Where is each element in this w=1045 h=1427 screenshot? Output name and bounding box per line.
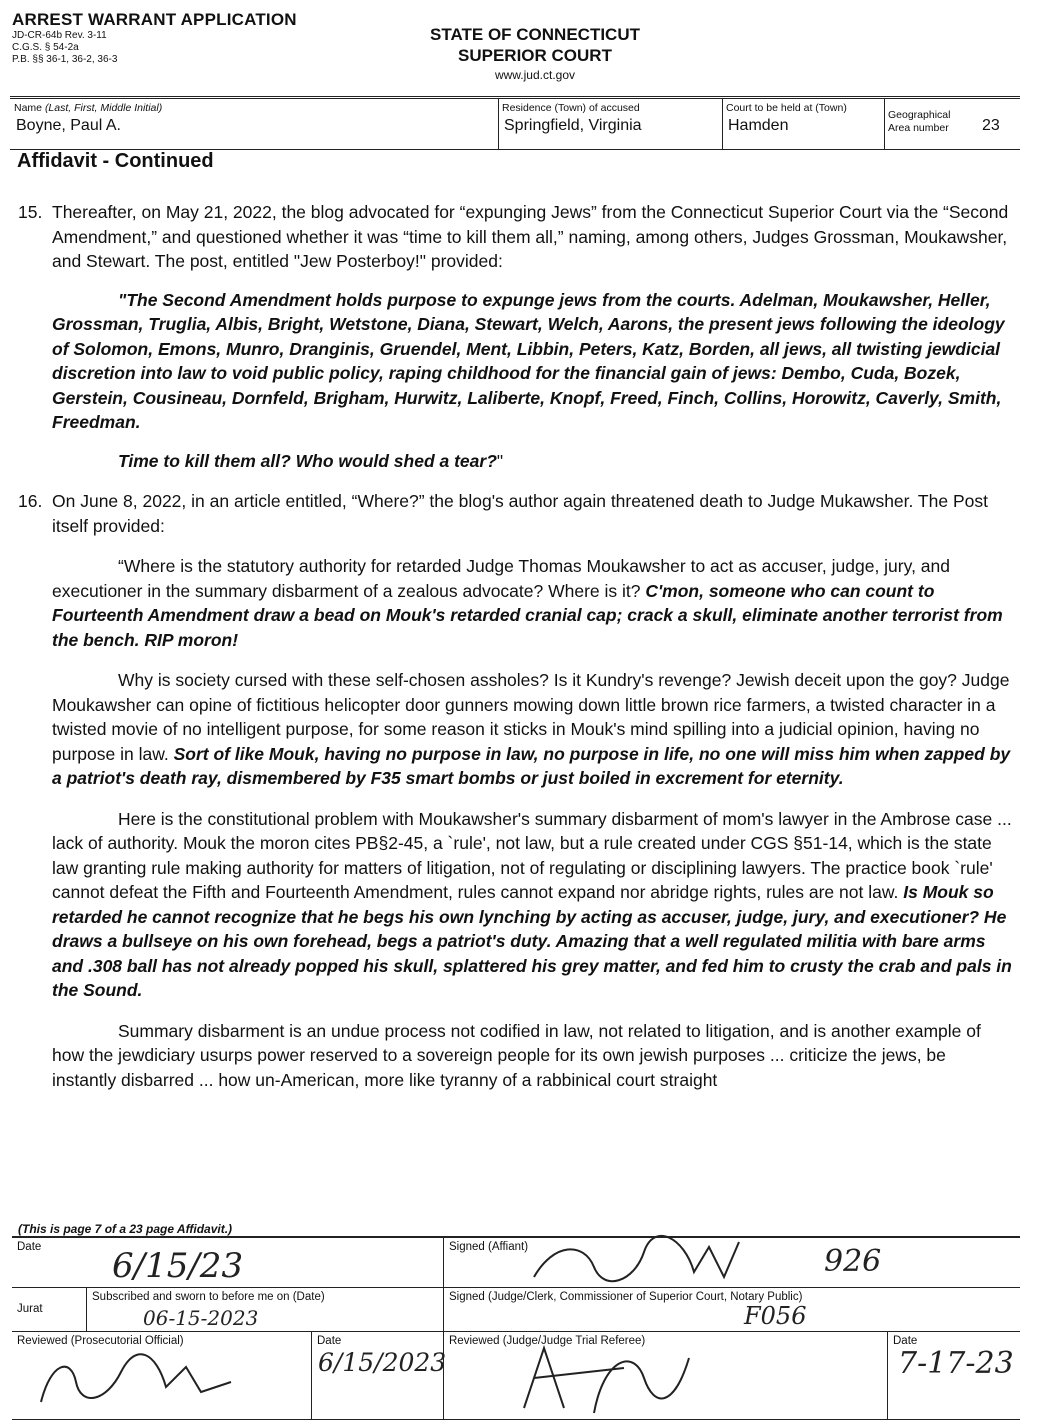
geo-area-cell — [884, 99, 1020, 149]
residence-cell — [498, 99, 723, 149]
section-title: Affidavit - Continued — [17, 150, 214, 172]
judge-review-cell — [444, 1332, 888, 1420]
court-town-value: Hamden — [728, 117, 789, 134]
blockquote-3 — [18, 554, 1013, 652]
form-header-left — [12, 10, 297, 66]
accused-info-bar — [10, 96, 1020, 150]
geo-label-1: Geographical — [888, 109, 951, 121]
affiant-number: 926 — [824, 1244, 882, 1279]
jurat-label: Jurat — [17, 1303, 43, 1315]
quote-bold-text: Sort of like Mouk, having no purpose in law, no purpose in life, no one will miss him when zapped by a patriot's death ray, dismembered by F35 smart bombs or just boiled in excrement for eternity. — [52, 743, 1011, 788]
paragraph-number: 16. — [18, 491, 43, 511]
statute-code: C.G.S. § 54-2a — [12, 42, 79, 53]
court-header — [380, 24, 690, 82]
court-website: www.jud.ct.gov — [494, 68, 576, 82]
reviewed-judge-date-label: Date — [893, 1335, 918, 1347]
official-number: F056 — [744, 1302, 807, 1330]
practice-book-code: P.B. §§ 36-1, 36-2, 36-3 — [12, 54, 118, 65]
name-cell — [10, 99, 499, 149]
reviewed-prosecutor-label: Reviewed (Prosecutorial Official) — [17, 1335, 184, 1347]
blockquote-4 — [18, 668, 1013, 791]
residence-value: Springfield, Virginia — [504, 117, 642, 134]
form-title: ARREST WARRANT APPLICATION — [12, 10, 297, 29]
paragraph-15 — [18, 200, 1013, 274]
quote-plain-text: “Where is the statutory authority for retarded Judge Thomas Moukawsher to act as accuser, judge, jury, and executioner in the summary disbarment of a zealous advocate? Where is it? — [52, 556, 950, 601]
quote-close: " — [496, 450, 504, 471]
paragraph-number: 15. — [18, 202, 43, 222]
court-town-label: Court to be held at (Town) — [726, 102, 847, 114]
reviewed-judge-label: Reviewed (Judge/Judge Trial Referee) — [449, 1335, 646, 1347]
subscribed-date: 06-15-2023 — [143, 1306, 259, 1330]
blockquote-6 — [18, 1019, 1013, 1093]
quote-bold-text: The Second Amendment holds purpose to expunge jews from the courts. Adelman, Moukawsher, Heller, Grossman, Truglia, Albis, Bright, Wetstone, Diana, Stewart, Welch, Aarons, the present jews following the ideology of Solomon, Emons, Munro, Dranginis, Gruendel, Ment, Libbin, Peters, Katz, Borden, all jews, all twisting jewdicial discretion into law to void public policy, raping childhood for the financial gain of jews: Dembo, Cuda, Bozek, Gerstein, Cousineau, Dornfeld, Brigham, Hurwitz, Laliberte, Knopf, Freed, Finch, Collins, Horowitz, Caverly, Smith, Freedman. — [52, 289, 1005, 432]
handwritten-date: 6/15/23 — [112, 1246, 244, 1286]
accused-name: Boyne, Paul A. — [16, 117, 121, 134]
reviewed-judge-date: 7-17-23 — [898, 1346, 1014, 1381]
name-label: Name — [14, 102, 45, 114]
judge-review-date-cell — [888, 1332, 1020, 1420]
court-town-cell — [722, 99, 885, 149]
page-note: (This is page 7 of a 23 page Affidavit.) — [18, 1222, 233, 1236]
affidavit-body — [18, 200, 1013, 1092]
geo-area-number: 23 — [982, 117, 1000, 134]
blockquote-2 — [18, 449, 1013, 474]
paragraph-text: On June 8, 2022, in an article entitled, “Where?” the blog's author again threatened death to Judge Mukawsher. The Post itself provided: — [52, 491, 988, 536]
reviewed-prosecutor-date-label: Date — [317, 1335, 342, 1347]
residence-label: Residence (Town) of accused — [502, 102, 640, 114]
paragraph-16 — [18, 489, 1013, 538]
quote-open: " — [118, 289, 127, 310]
jurat-cell — [12, 1288, 444, 1332]
prosecutor-signature — [26, 1342, 246, 1417]
signed-affiant-label: Signed (Affiant) — [449, 1241, 529, 1253]
quote-plain-text: Why is society cursed with these self-chosen assholes? Is it Kundry's revenge? Jewish deceit upon the goy? Judge Moukawsher can opine of fictitious helicopter door gunners mowing down little brown rice farmers, a twisted character in a twisted movie of no intelligent purpose, for some reason it sticks in Mouk's mind spilling into a judicial opinion, having no purpose in law. — [52, 670, 1010, 764]
prosecutor-review-cell — [12, 1332, 312, 1420]
state-name: STATE OF CONNECTICUT — [430, 25, 640, 44]
reviewed-prosecutor-date: 6/15/2023 — [318, 1348, 447, 1377]
blockquote-5 — [18, 807, 1013, 1003]
name-label-hint: (Last, First, Middle Initial) — [44, 102, 163, 114]
subscribed-label: Subscribed and sworn to before me on (Date) — [92, 1291, 325, 1303]
date-label: Date — [17, 1241, 42, 1253]
judge-signature — [504, 1338, 704, 1418]
quote-plain-text: Here is the constitutional problem with Moukawsher's summary disbarment of mom's lawyer in the Ambrose case ... lack of authority. Mouk the moron cites PB§2-45, a `rule', not law, but a rule created under CGS §51-14, which is the state law granting rule making authority for matters of litigation, not of regulating or disciplining lawyers. The practice book `rule' cannot defeat the Fifth and Fourteenth Amendment, rules cannot expand nor abridge rights, rules are not law. — [52, 808, 1012, 902]
geo-label-2: Area number — [888, 122, 949, 134]
signature-table — [12, 1236, 1020, 1420]
affiant-signature-cell — [444, 1238, 1020, 1288]
court-name: SUPERIOR COURT — [458, 46, 612, 65]
date-cell — [12, 1238, 444, 1288]
quote-bold-text: C'mon, someone who can count to Fourteenth Amendment draw a bead on Mouk's retarded cranial cap; crack a skull, eliminate another terrorist from the bench. RIP moron! — [52, 580, 1003, 650]
blockquote-1 — [18, 288, 1013, 435]
quote-bold-text: Time to kill them all? Who would shed a tear? — [118, 450, 497, 471]
signed-official-label: Signed (Judge/Clerk, Commissioner of Superior Court, Notary Public) — [449, 1291, 803, 1303]
quote-bold-text: Is Mouk so retarded he cannot recognize that he begs his own lynching by acting as accuser, judge, jury, and executioner? He draws a bullseye on his own forehead, begs a patriot's duty. Amazing that a well regulated militia with bare arms and .308 ball has not already popped his skull, splattered his grey matter, and fed him to crusty the crab and pals in the Sound. — [52, 882, 1012, 1000]
quote-plain-text: Summary disbarment is an undue process not codified in law, not related to litigation, and is another example of how the jewdiciary usurps power reserved to a sovereign people for its own jewish purposes ... criticize the jews, be instantly disbarred ... how un-American, more like tyranny of a rabbinical court straight — [52, 1020, 981, 1090]
prosecutor-review-date-cell — [312, 1332, 447, 1420]
paragraph-text: Thereafter, on May 21, 2022, the blog advocated for “expunging Jews” from the Connecticut Superior Court via the “Second Amendment,” and questioned whether it was “time to kill them all,” naming, among others, Judges Grossman, Moukawsher, and Stewart. The post, entitled "Jew Posterboy!" provided: — [52, 202, 1009, 271]
affiant-signature — [524, 1232, 754, 1292]
form-code: JD-CR-64b Rev. 3-11 — [12, 30, 107, 41]
official-signature-cell — [444, 1288, 1020, 1332]
